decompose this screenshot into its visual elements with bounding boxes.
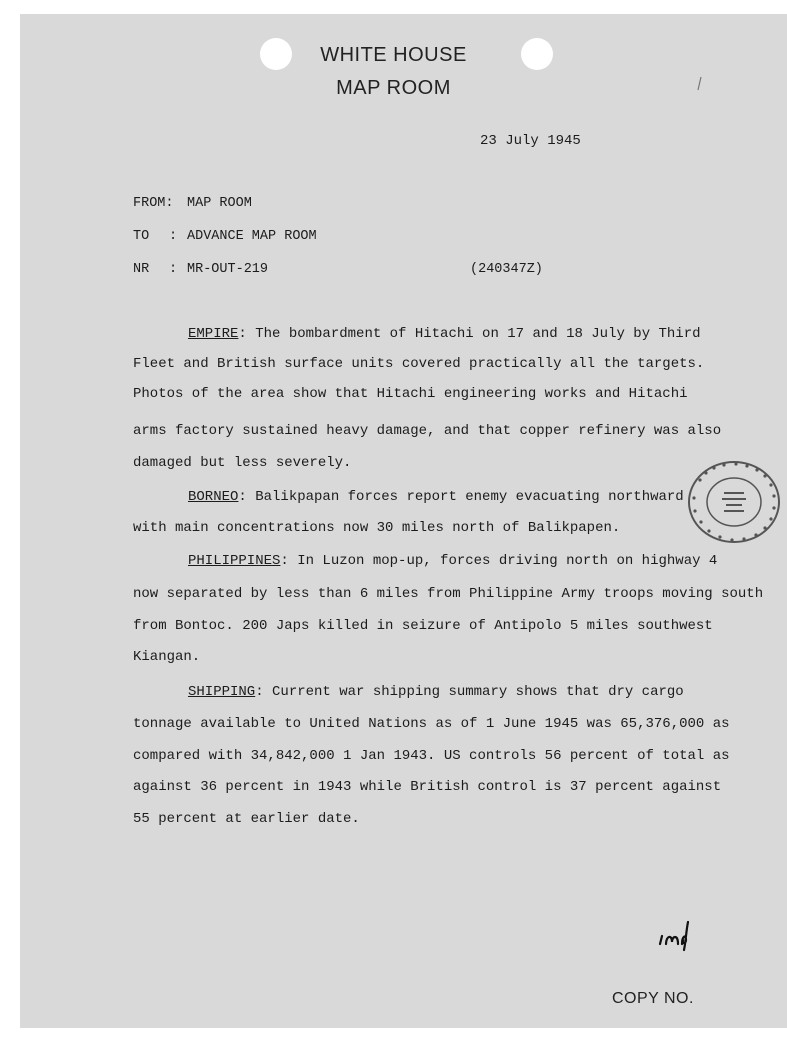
to-separator: :	[169, 229, 178, 244]
paragraph-line: Kiangan.	[133, 649, 201, 665]
paragraph-line: SHIPPING: Current war shipping summary shows that dry cargo	[188, 684, 684, 700]
empire-heading: EMPIRE	[188, 326, 239, 342]
paragraph-line: BORNEO: Balikpapan forces report enemy evacuating northward	[188, 489, 684, 505]
header-white-house: WHITE HOUSE	[320, 44, 467, 66]
to-value: ADVANCE MAP ROOM	[187, 229, 317, 244]
header-map-room: MAP ROOM	[336, 77, 451, 99]
from-value: MAP ROOM	[187, 196, 252, 211]
message-date: 23 July 1945	[480, 133, 581, 149]
paragraph-line: arms factory sustained heavy damage, and that copper refinery was also	[133, 423, 722, 439]
shipping-heading: SHIPPING	[188, 684, 256, 700]
paragraph-line: compared with 34,842,000 1 Jan 1943. US controls 56 percent of total as	[133, 748, 730, 764]
date-time-group: (240347Z)	[470, 262, 543, 277]
paragraph-line: Fleet and British surface units covered practically all the targets.	[133, 356, 705, 372]
archive-stamp-icon	[686, 458, 782, 546]
paragraph-line: PHILIPPINES: In Luzon mop-up, forces driving north on highway 4	[188, 553, 718, 569]
paragraph-line: damaged but less severely.	[133, 455, 352, 471]
borneo-heading: BORNEO	[188, 489, 239, 505]
nr-label: NR	[133, 262, 150, 277]
paragraph-line: EMPIRE: The bombardment of Hitachi on 17 and 18 July by Third	[188, 326, 701, 342]
paragraph-line: from Bontoc. 200 Japs killed in seizure of Antipolo 5 miles southwest	[133, 618, 713, 634]
paragraph-line: now separated by less than 6 miles from Philippine Army troops moving south	[133, 586, 764, 602]
from-label: FROM:	[133, 196, 174, 211]
handwritten-initials-icon	[656, 914, 702, 954]
paragraph-line: against 36 percent in 1943 while British control is 37 percent against	[133, 779, 722, 795]
paragraph-line: Photos of the area show that Hitachi engineering works and Hitachi	[133, 386, 688, 402]
paragraph-line: tonnage available to United Nations as of 1 June 1945 was 65,376,000 as	[133, 716, 730, 732]
paragraph-line: 55 percent at earlier date.	[133, 811, 360, 827]
copy-number-label: COPY NO.	[612, 990, 694, 1007]
paragraph-line: with main concentrations now 30 miles north of Balikpapen.	[133, 520, 621, 536]
philippines-heading: PHILIPPINES	[188, 553, 281, 569]
nr-separator: :	[169, 262, 178, 277]
nr-value: MR-OUT-219	[187, 262, 269, 277]
to-label: TO	[133, 229, 150, 244]
